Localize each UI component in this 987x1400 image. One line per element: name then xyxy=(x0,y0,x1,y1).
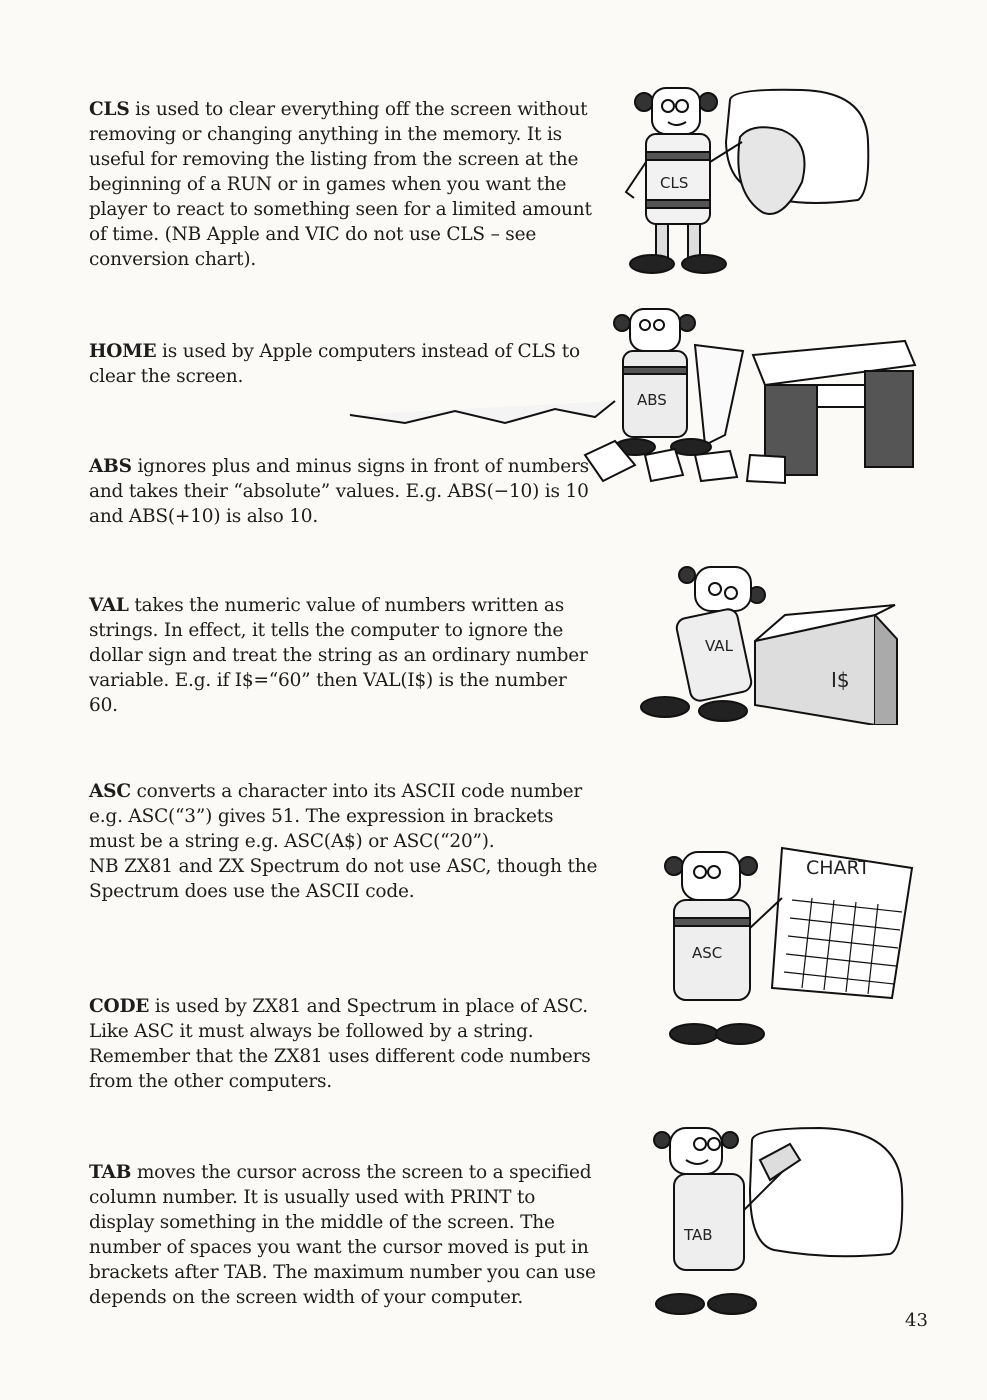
tab-entry xyxy=(89,1160,599,1310)
val-entry xyxy=(89,593,599,718)
abs-robot-label: ABS xyxy=(637,391,667,409)
abs-description: ignores plus and minus signs in front of numbers and takes their “absolute” values. E.g. ABS(−10) is 10 and ABS(+10) is also 10. xyxy=(89,456,589,527)
val-description: takes the numeric value of numbers written as strings. In effect, it tells the computer to ignore the dollar sign and treat the string as an ordinary number variable. E.g. if I$=“60” then VAL(I$) is the number 60. xyxy=(89,595,588,716)
abs-keyword: ABS xyxy=(89,456,132,477)
home-description: is used by Apple computers instead of CLS to clear the screen. xyxy=(89,341,580,387)
page-number: 43 xyxy=(905,1310,928,1331)
asc-robot-label: ASC xyxy=(692,944,723,962)
cls-entry xyxy=(89,97,599,272)
cls-robot-label: CLS xyxy=(660,174,689,192)
asc-keyword: ASC xyxy=(89,781,131,802)
cls-keyword: CLS xyxy=(89,99,130,120)
asc-illustration xyxy=(622,838,917,1048)
asc-entry xyxy=(89,779,599,904)
tab-illustration xyxy=(650,1120,910,1320)
cls-description: is used to clear everything off the screen without removing or changing anything in the memory. It is useful for removing the listing from the screen at the beginning of a RUN or in games when you want the player to react to something seen for a limited amount of time. (NB Apple and VIC do not use CLS – see conversion chart). xyxy=(89,99,592,270)
tab-robot-label: TAB xyxy=(684,1226,713,1244)
cls-illustration xyxy=(612,82,882,282)
tab-keyword: TAB xyxy=(89,1162,132,1183)
chart-title: CHART xyxy=(806,857,870,879)
val-illustration xyxy=(635,555,900,725)
val-box-label: I$ xyxy=(831,668,850,692)
asc-note: NB ZX81 and ZX Spectrum do not use ASC, though the Spectrum does use the ASCII code. xyxy=(89,856,598,902)
home-illustration xyxy=(345,305,920,505)
code-entry xyxy=(89,994,599,1094)
code-description: is used by ZX81 and Spectrum in place of ASC. Like ASC it must always be followed by a string. Remember that the ZX81 uses different code numbers from the other computers. xyxy=(89,996,591,1092)
home-keyword: HOME xyxy=(89,341,157,362)
tab-description: moves the cursor across the screen to a specified column number. It is usually used with PRINT to display something in the middle of the screen. The number of spaces you want the cursor moved is put in brackets after TAB. The maximum number you can use depends on the screen width of your computer. xyxy=(89,1162,596,1308)
asc-description: converts a character into its ASCII code number e.g. ASC(“3”) gives 51. The expression in brackets must be a string e.g. ASC(A$) or ASC(“20”). xyxy=(89,781,583,852)
code-keyword: CODE xyxy=(89,996,150,1017)
val-robot-label: VAL xyxy=(705,637,733,655)
val-keyword: VAL xyxy=(89,595,129,616)
